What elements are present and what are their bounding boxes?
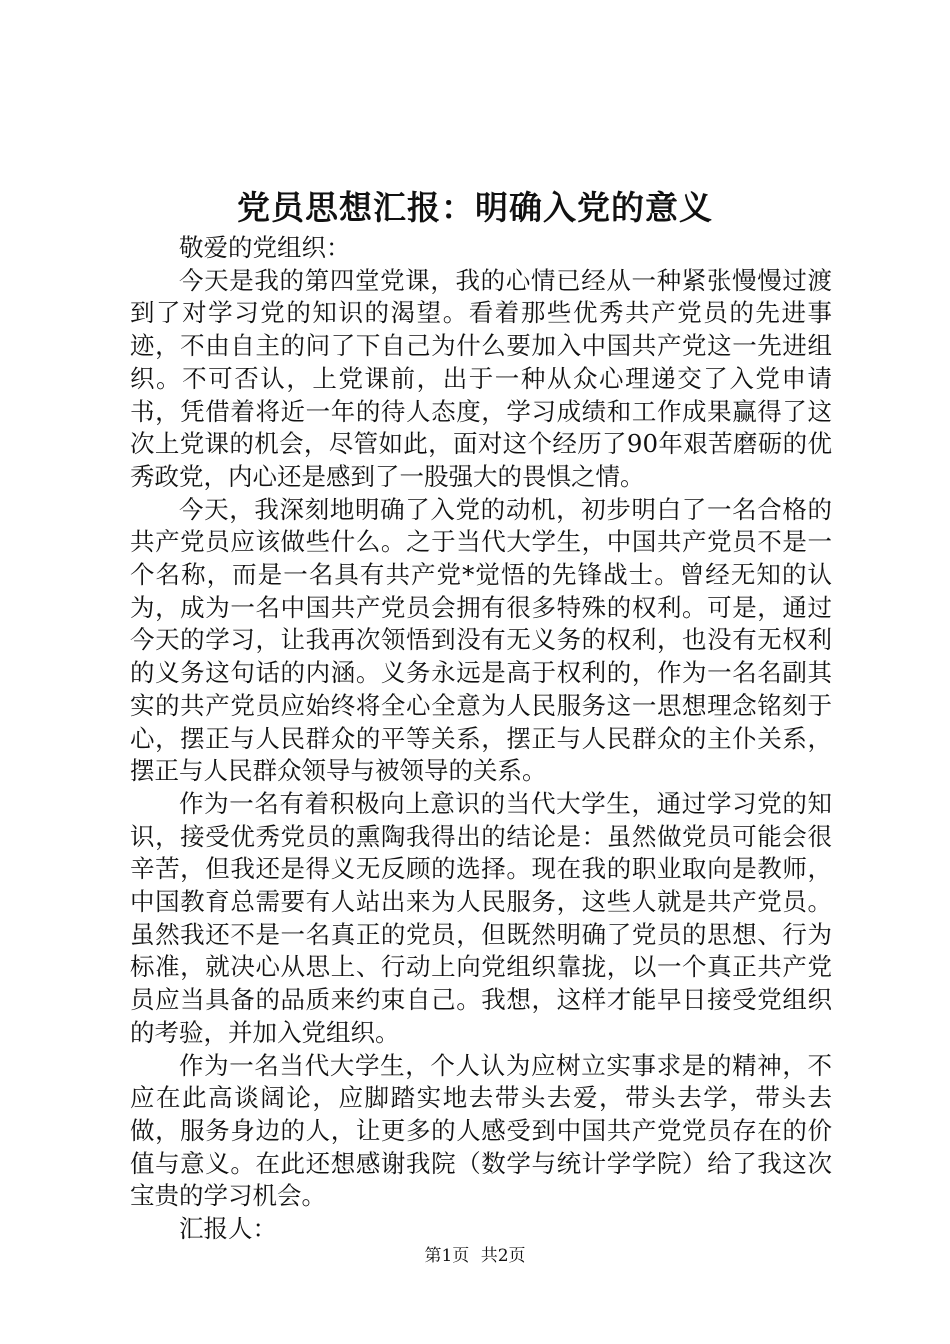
signer-label: 汇报人： bbox=[179, 1214, 277, 1244]
page-footer bbox=[0, 1244, 950, 1268]
page-number-current: 第1页 bbox=[424, 1246, 470, 1266]
salutation: 敬爱的党组织： bbox=[179, 233, 351, 262]
paragraph-3: 作为一名有着积极向上意识的当代大学生，通过学习党的知识，接受优秀党员的熏陶我得出的结论是：虽然做党员可能会很辛苦，但我还是得义无反顾的选择。现在我的职业取向是教师，中国教育总需要有人站出来为人民服务，这些人就是共产党员。虽然我还不是一名真正的党员，但既然明确了党员的思想、行为标准，就决心从思上、行动上向党组织靠拢，以一个真正共产党员应当具备的品质来约束自己。我想，这样才能早日接受党组织的考验，并加入党组织。 bbox=[130, 788, 832, 1047]
page-number-total: 共2页 bbox=[480, 1246, 526, 1266]
document-body bbox=[130, 232, 832, 1246]
paragraph-4: 作为一名当代大学生，个人认为应树立实事求是的精神，不应在此高谈阔论，应脚踏实地去带头去爱，带头去学，带头去做，服务身边的人，让更多的人感受到中国共产党党员存在的价值与意义。在此还想感谢我院（数学与统计学学院）给了我这次宝贵的学习机会。 bbox=[130, 1050, 832, 1211]
document-title: 党员思想汇报：明确入党的意义 bbox=[237, 188, 713, 227]
paragraph-1: 今天是我的第四堂党课，我的心情已经从一种紧张慢慢过渡到了对学习党的知识的渴望。看着那些优秀共产党员的先进事迹，不由自主的问了下自己为什么要加入中国共产党这一先进组织。不可否认，上党课前，出于一种从众心理递交了入党申请书，凭借着将近一年的待人态度，学习成绩和工作成果赢得了这次上党课的机会，尽管如此，面对这个经历了90年艰苦磨砺的优秀政党，内心还是感到了一股强大的畏惧之情。 bbox=[130, 265, 832, 491]
paragraph-2: 今天，我深刻地明确了入党的动机，初步明白了一名合格的共产党员应该做些什么。之于当代大学生，中国共产党员不是一个名称，而是一名具有共产党*觉悟的先锋战士。曾经无知的认为，成为一名中国共产党员会拥有很多特殊的权利。可是，通过今天的学习，让我再次领悟到没有无义务的权利，也没有无权利的义务这句话的内涵。义务永远是高于权利的，作为一名名副其实的共产党员应始终将全心全意为人民服务这一思想理念铭刻于心，摆正与人民群众的平等关系，摆正与人民群众的主仆关系，摆正与人民群众领导与被领导的关系。 bbox=[130, 494, 832, 786]
